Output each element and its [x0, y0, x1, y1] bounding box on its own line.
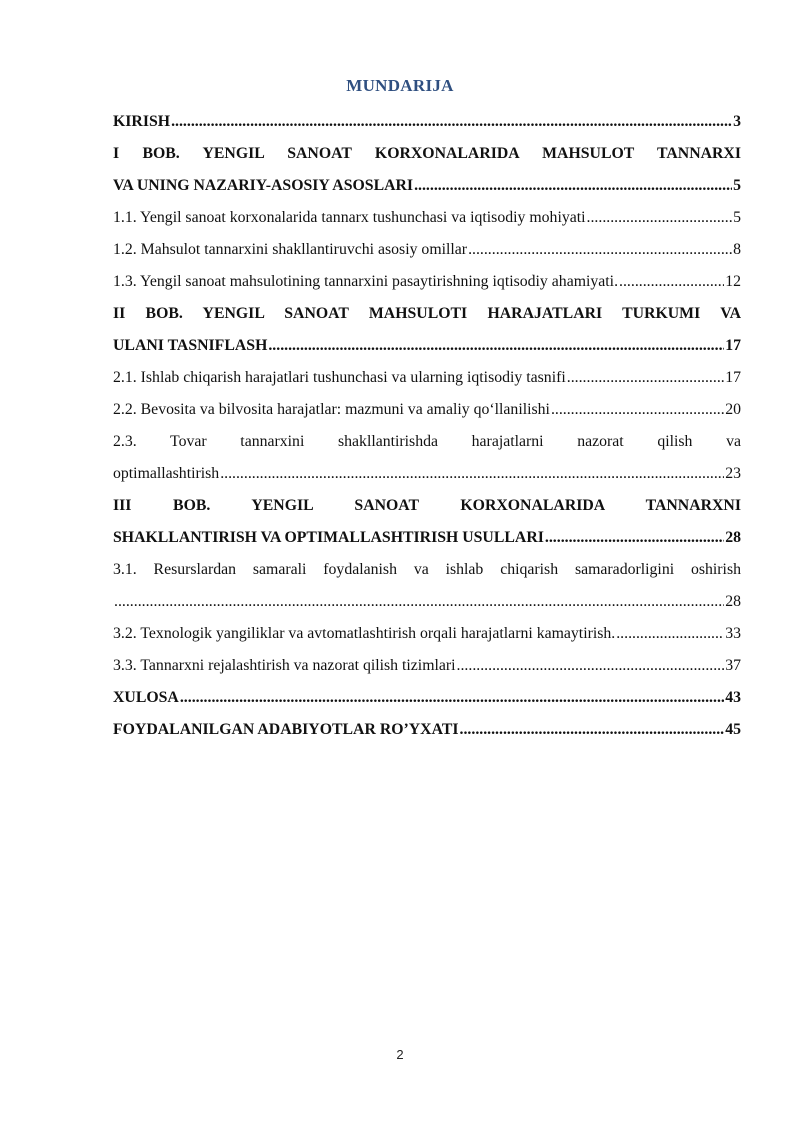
- toc-entry[interactable]: [113, 426, 741, 490]
- dot-leader: [619, 266, 724, 298]
- toc-entry-page: 5: [733, 177, 741, 194]
- toc-entry[interactable]: [113, 298, 741, 362]
- dot-leader: [567, 362, 724, 394]
- toc-entry[interactable]: [113, 234, 741, 266]
- toc-entry-text: 3.2. Texnologik yangiliklar va avtomatlashtirish orqali harajatlarni kamaytirish.: [113, 625, 616, 642]
- toc-entry-text: 2.3. Tovar tannarxini shakllantirishda harajatlarni nazorat qilish va: [113, 433, 741, 450]
- toc-entry[interactable]: [113, 362, 741, 394]
- toc-entry-page: 17: [725, 369, 741, 386]
- toc-entry-page: 33: [725, 625, 741, 642]
- toc-entry-line: [113, 682, 741, 714]
- toc-entry-page: 43: [725, 689, 741, 706]
- dot-leader: [114, 586, 724, 618]
- dot-leader: [460, 714, 725, 746]
- toc-entry-line: [113, 170, 741, 202]
- toc-entry-line: [113, 202, 741, 234]
- toc-entry-page: 37: [725, 657, 741, 674]
- toc-entry-line: [113, 266, 741, 298]
- toc-entry-text: III BOB. YENGIL SANOAT KORXONALARIDA TANNARXNI: [113, 497, 741, 514]
- toc-entry[interactable]: [113, 554, 741, 618]
- toc-entry-page: 20: [725, 401, 741, 418]
- toc-entry[interactable]: [113, 394, 741, 426]
- toc-entry-text: 1.3. Yengil sanoat mahsulotining tannarxini pasaytirishning iqtisodiy ahamiyati.: [113, 273, 619, 290]
- toc-entry-text: VA UNING NAZARIY-ASOSIY ASOSLARI: [113, 177, 414, 194]
- dot-leader: [457, 650, 725, 682]
- toc-entry[interactable]: [113, 138, 741, 202]
- toc-entry[interactable]: [113, 618, 741, 650]
- toc-entry-text: 3.1. Resurslardan samarali foydalanish va ishlab chiqarish samaradorligini oshirish: [113, 561, 741, 578]
- toc-entry-text: ULANI TASNIFLASH: [113, 337, 268, 354]
- toc-title: MUNDARIJA: [346, 76, 454, 95]
- table-of-contents: [113, 106, 741, 746]
- toc-entry[interactable]: [113, 266, 741, 298]
- toc-entry-page: 28: [725, 593, 741, 610]
- toc-entry[interactable]: [113, 714, 741, 746]
- dot-leader: [414, 170, 732, 202]
- toc-entry-line: [113, 330, 741, 362]
- toc-entry-page: 23: [725, 465, 741, 482]
- toc-entry-text: I BOB. YENGIL SANOAT KORXONALARIDA MAHSULOT TANNARXI: [113, 145, 741, 162]
- toc-entry-page: 17: [725, 337, 741, 354]
- toc-entry-page: 3: [733, 113, 741, 130]
- dot-leader: [551, 394, 724, 426]
- dot-leader: [171, 106, 732, 138]
- toc-entry-line: [113, 714, 741, 746]
- toc-entry-line: [113, 234, 741, 266]
- dot-leader: [468, 234, 732, 266]
- toc-entry-page: 12: [725, 273, 741, 290]
- dot-leader: [180, 682, 724, 714]
- toc-entry-line: [113, 618, 741, 650]
- dot-leader: [220, 458, 724, 490]
- dot-leader: [545, 522, 724, 554]
- toc-entry-line: [113, 458, 741, 490]
- toc-entry-text: II BOB. YENGIL SANOAT MAHSULOTI HARAJATLARI TURKUMI VA: [113, 305, 741, 322]
- dot-leader: [616, 618, 724, 650]
- toc-entry-text: 2.2. Bevosita va bilvosita harajatlar: mazmuni va amaliy qo‘llanilishi: [113, 401, 550, 418]
- toc-entry-line: [113, 106, 741, 138]
- dot-leader: [587, 202, 733, 234]
- toc-entry-text: 1.2. Mahsulot tannarxini shakllantiruvchi asosiy omillar: [113, 241, 468, 258]
- toc-entry[interactable]: [113, 650, 741, 682]
- toc-entry-text: SHAKLLANTIRISH VA OPTIMALLASHTIRISH USULLARI: [113, 529, 544, 546]
- toc-entry-line: [113, 522, 741, 554]
- toc-entry-page: 8: [733, 241, 741, 258]
- toc-entry-page: 5: [733, 209, 741, 226]
- toc-entry-page: 28: [725, 529, 741, 546]
- toc-entry-text: 1.1. Yengil sanoat korxonalarida tannarx tushunchasi va iqtisodiy mohiyati: [113, 209, 586, 226]
- toc-entry[interactable]: [113, 106, 741, 138]
- toc-entry-line: [113, 362, 741, 394]
- toc-entry[interactable]: [113, 682, 741, 714]
- toc-entry-text: 2.1. Ishlab chiqarish harajatlari tushunchasi va ularning iqtisodiy tasnifi: [113, 369, 566, 386]
- toc-entry[interactable]: [113, 202, 741, 234]
- toc-entry-line: [113, 394, 741, 426]
- toc-entry-page: 45: [725, 721, 741, 738]
- toc-entry-text: FOYDALANILGAN ADABIYOTLAR RO’YXATI: [113, 721, 459, 738]
- toc-entry-line: [113, 586, 741, 618]
- dot-leader: [268, 330, 724, 362]
- toc-entry[interactable]: [113, 490, 741, 554]
- page-number: 2: [396, 1047, 404, 1062]
- toc-entry-text: XULOSA: [113, 689, 179, 706]
- toc-entry-line: [113, 650, 741, 682]
- toc-entry-text: 3.3. Tannarxni rejalashtirish va nazorat qilish tizimlari: [113, 657, 456, 674]
- toc-entry-text: optimallashtirish: [113, 465, 220, 482]
- toc-entry-text: KIRISH: [113, 113, 171, 130]
